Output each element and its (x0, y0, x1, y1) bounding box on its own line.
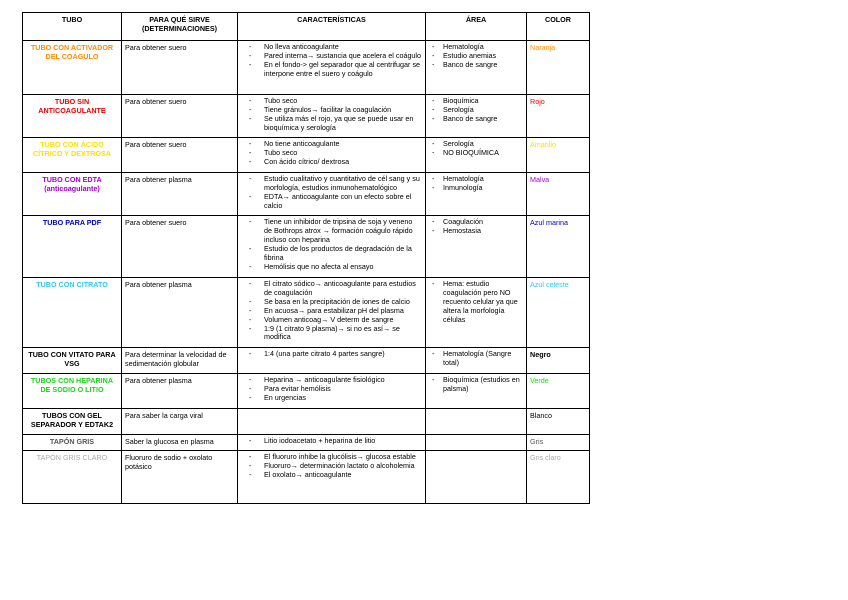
tube-use: Para obtener suero (122, 41, 238, 95)
tube-color: Amarillo (527, 138, 590, 173)
tubes-table (22, 12, 590, 504)
table-row (23, 451, 590, 504)
tube-characteristics (238, 216, 426, 278)
list-item: - Hemostasia (429, 227, 523, 236)
tube-area (426, 95, 527, 138)
list-item: - Tiene un inhibidor de tripsina de soja y veneno de Bothrops atrox → formación coágulo rápido incluso con heparina (241, 218, 422, 245)
list-item: - Estudio anemias (429, 52, 523, 61)
table-row (23, 138, 590, 173)
list-item: - Para evitar hemólisis (241, 385, 422, 394)
tube-area (426, 409, 527, 435)
tube-area (426, 41, 527, 95)
table-row (23, 278, 590, 348)
tube-characteristics (238, 173, 426, 216)
list-item: - No lleva anticoagulante (241, 43, 422, 52)
tube-color: Naranja (527, 41, 590, 95)
list-item: - El citrato sódico→ anticoagulante para estudios de coagulación (241, 280, 422, 298)
list-item: - EDTA→ anticoagulante con un efecto sobre el calcio (241, 193, 422, 211)
tube-characteristics (238, 409, 426, 435)
tube-name: TAPÓN GRIS (23, 435, 122, 451)
tube-name: TUBO CON ACTIVADOR DEL COÁGULO (23, 41, 122, 95)
tube-color: Rojo (527, 95, 590, 138)
tube-color: Blanco (527, 409, 590, 435)
table-row (23, 435, 590, 451)
list-item: - Serología (429, 140, 523, 149)
tube-characteristics (238, 95, 426, 138)
tube-color: Azul celeste (527, 278, 590, 348)
tube-use: Para obtener plasma (122, 278, 238, 348)
list-item: - 1:4 (una parte citrato 4 partes sangre) (241, 350, 422, 359)
tube-use: Para saber la carga viral (122, 409, 238, 435)
list-item: - El fluoruro inhibe la glucólisis→ glucosa estable (241, 453, 422, 462)
tube-use: Saber la glucosa en plasma (122, 435, 238, 451)
tube-area (426, 348, 527, 374)
header-color: COLOR (527, 13, 590, 41)
list-item: - Hematología (Sangre total) (429, 350, 523, 368)
tube-use: Para obtener suero (122, 138, 238, 173)
list-item: - En urgencias (241, 394, 422, 403)
tube-area (426, 278, 527, 348)
list-item: - El oxolato→ anticoagulante (241, 471, 422, 480)
list-item: - No tiene anticoagulante (241, 140, 422, 149)
table-row (23, 348, 590, 374)
tube-use: Para determinar la velocidad de sedimentación globular (122, 348, 238, 374)
list-item: - Fluoruro→ determinación lactato o alcoholemia (241, 462, 422, 471)
tube-color: Negro (527, 348, 590, 374)
list-item: - Pared interna→ sustancia que acelera el coágulo (241, 52, 422, 61)
header-caracteristicas: CARACTERÍSTICAS (238, 13, 426, 41)
tube-name: TUBO SIN ANTICOAGULANTE (23, 95, 122, 138)
list-item: - Hemólisis que no afecta al ensayo (241, 263, 422, 272)
tube-characteristics (238, 374, 426, 409)
list-item: - NO BIOQUÍMICA (429, 149, 523, 158)
list-item: - Bioquímica (estudios en palsma) (429, 376, 523, 394)
table-row (23, 173, 590, 216)
tube-name: TUBOS CON GEL SEPARADOR Y EDTAK2 (23, 409, 122, 435)
tube-name: TUBO CON EDTA (anticoagulante) (23, 173, 122, 216)
tube-use: Fluoruro de sodio + oxolato potásico (122, 451, 238, 504)
tube-color: Gris (527, 435, 590, 451)
tube-characteristics (238, 435, 426, 451)
tube-area (426, 173, 527, 216)
tube-name: TUBO PARA PDF (23, 216, 122, 278)
list-item: - Hema: estudio coagulación pero NO recuento celular ya que altera la morfología células (429, 280, 523, 325)
tube-area (426, 216, 527, 278)
list-item: - Banco de sangre (429, 61, 523, 70)
tube-name: TAPÓN GRIS CLARO (23, 451, 122, 504)
list-item: - Banco de sangre (429, 115, 523, 124)
list-item: - Se utiliza más el rojo, ya que se puede usar en bioquímica y serología (241, 115, 422, 133)
tube-area (426, 374, 527, 409)
tube-use: Para obtener suero (122, 95, 238, 138)
tube-use: Para obtener plasma (122, 173, 238, 216)
tube-area (426, 451, 527, 504)
list-item: - Tubo seco (241, 149, 422, 158)
tube-name: TUBOS CON HEPARINA DE SODIO O LITIO (23, 374, 122, 409)
list-item: - Volumen anticoag→ V determ de sangre (241, 316, 422, 325)
tube-color: Malva (527, 173, 590, 216)
tube-characteristics (238, 138, 426, 173)
list-item: - Se basa en la precipitación de iones de calcio (241, 298, 422, 307)
list-item: - Con ácido cítrico/ dextrosa (241, 158, 422, 167)
tube-use: Para obtener plasma (122, 374, 238, 409)
header-para: PARA QUÉ SIRVE (DETERMINACIONES) (122, 13, 238, 41)
tube-area (426, 138, 527, 173)
header-area: ÁREA (426, 13, 527, 41)
table-row (23, 41, 590, 95)
table-row (23, 216, 590, 278)
tube-characteristics (238, 278, 426, 348)
list-item: - Coagulación (429, 218, 523, 227)
tube-characteristics (238, 41, 426, 95)
tube-name: TUBO CON CITRATO (23, 278, 122, 348)
list-item: - Estudio de los productos de degradación de la fibrina (241, 245, 422, 263)
list-item: - 1:9 (1 citrato 9 plasma)→ si no es así→ se modifica (241, 325, 422, 343)
header-tubo: TUBO (23, 13, 122, 41)
tube-color: Azul marina (527, 216, 590, 278)
tube-color: Verde (527, 374, 590, 409)
list-item: - Heparina → anticoagulante fisiológico (241, 376, 422, 385)
table-row (23, 95, 590, 138)
list-item: - En el fondo-> gel separador que al centrifugar se interpone entre el suero y coágulo (241, 61, 422, 79)
tube-characteristics (238, 451, 426, 504)
tube-name: TUBO CON ÁCIDO CÍTRICO Y DEXTROSA (23, 138, 122, 173)
list-item: - Estudio cualitativo y cuantitativo de cél sang y su morfología, estudios inmunohematológico (241, 175, 422, 193)
list-item: - Hematología (429, 175, 523, 184)
list-item: - Hematología (429, 43, 523, 52)
list-item: - Tiene gránulos→ facilitar la coagulación (241, 106, 422, 115)
tube-color: Gris claro (527, 451, 590, 504)
tube-characteristics (238, 348, 426, 374)
table-row (23, 409, 590, 435)
list-item: - Bioquímica (429, 97, 523, 106)
tube-area (426, 435, 527, 451)
table-header-row (23, 13, 590, 41)
list-item: - En acuosa→ para estabilizar pH del plasma (241, 307, 422, 316)
table-row (23, 374, 590, 409)
tube-name: TUBO CON VITATO PARA VSG (23, 348, 122, 374)
list-item: - Inmunología (429, 184, 523, 193)
list-item: - Serología (429, 106, 523, 115)
list-item: - Litio iodoacetato + heparina de litio (241, 437, 422, 446)
tube-use: Para obtener suero (122, 216, 238, 278)
list-item: - Tubo seco (241, 97, 422, 106)
